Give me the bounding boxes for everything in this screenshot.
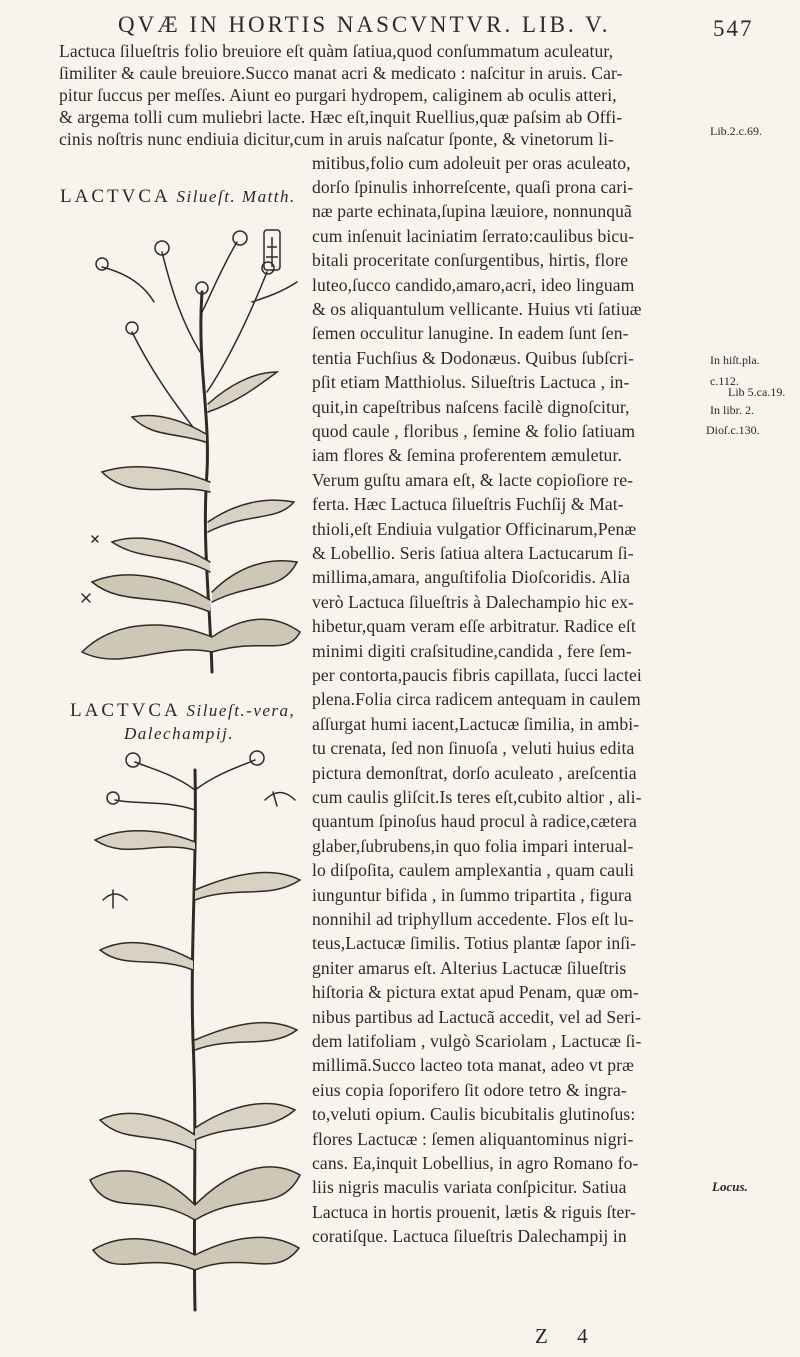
- text-line: Lactuca ſilueſtris folio breuiore eſt quàm ſatiua,quod conſummatum aculeatur,: [59, 41, 614, 61]
- text-line: flores Lactucæ : ſemen aliquantominus nigri-: [312, 1129, 634, 1149]
- text-line: & argema tolli cum muliebri lacte. Hæc eſt,inquit Ruellius,quæ paſsim ab Offi-: [59, 107, 623, 127]
- text-line: ſemen occulitur lanugine. In eadem ſunt ſen-: [312, 323, 629, 343]
- running-head: QVÆ IN HORTIS NASCVNTVR. LIB. V.: [118, 12, 611, 37]
- page-number: 547: [713, 16, 754, 41]
- text-line: nonnihil ad triphyllum accedente. Flos eſt lu-: [312, 909, 634, 929]
- text-line: tu crenata, ſed non ſinuoſa , veluti huius edita: [312, 738, 635, 758]
- text-line: dorſo ſpinulis inhorreſcente, quaſi prona cari-: [312, 177, 634, 197]
- text-line: per contorta,paucis fibris capillata, ſucci lactei: [312, 665, 642, 685]
- marginal-note-4a: In libr. 2.: [710, 403, 754, 417]
- text-line: mitibus,folio cum adoleuit per oras aculeato,: [312, 153, 631, 173]
- text-line: Verum guſtu amara eſt, & lacte copioſiore re-: [312, 470, 634, 490]
- text-line: quit,in capeſtribus naſcens facilè dignoſcitur,: [312, 397, 630, 417]
- text-line: teus,Lactucæ ſimilis. Totius plantæ ſapor inſi-: [312, 933, 637, 953]
- text-line: pſit etiam Matthiolus. Silueſtris Lactuca , in-: [312, 372, 630, 392]
- marginal-note-4b: Dioſ.c.130.: [706, 423, 760, 437]
- text-line: iam flores & ſemina proferentem æmuletur.: [312, 445, 622, 465]
- plate-caption-1: [60, 186, 296, 208]
- woodcut-illustration: [62, 212, 302, 682]
- text-line: tentia Fuchſius & Dodonæus. Quibus ſubſcri-: [312, 348, 634, 368]
- text-line: pitur ſuccus per meſſes. Aiunt eo purgari hydropem, caliginem ab oculis atteri,: [59, 85, 617, 105]
- text-line: quod caule , floribus , ſemine & folio ſatiuam: [312, 421, 636, 441]
- text-line: verò Lactuca ſilueſtris à Dalechampio hic ex-: [312, 592, 635, 612]
- text-line: millimã.Succo lacteo tota manat, adeo vt præ: [312, 1055, 634, 1075]
- text-line: coratiſque. Lactuca ſilueſtris Dalechampij in: [312, 1226, 627, 1246]
- text-line: bitali proceritate conſurgentibus, hirtis, flore: [312, 250, 629, 270]
- text-line: & Lobellio. Seris ſatiua altera Lactucarum ſi-: [312, 543, 634, 563]
- marginal-note-locus: Locus.: [712, 1179, 748, 1194]
- plate-caption-1-rest: Silueſt. Matth.: [176, 187, 296, 206]
- woodcut-lactuca-silvestris-matthioli: [62, 212, 302, 682]
- text-line: næ parte echinata,ſupina læuiore, nonnunquã: [312, 201, 632, 221]
- text-line: luteo,ſucco candido,amaro,acri, ideo linguam: [312, 275, 635, 295]
- signature-mark: Z 4: [535, 1324, 600, 1348]
- marginal-note-2b: c.112.: [710, 374, 739, 388]
- woodcut-lactuca-silvestris-dalechampii: [85, 750, 305, 1320]
- text-line: aſſurgat humi iacent,Lactucæ ſimilia, in ambi-: [312, 714, 640, 734]
- text-line: iunguntur bifida , in ſummo tripartita , figura: [312, 885, 632, 905]
- text-line: to,veluti opium. Caulis bicubitalis glutinoſus:: [312, 1104, 636, 1124]
- text-line: cum inſenuit laciniatim ſerrato:caulibus bicu-: [312, 226, 635, 246]
- text-line: cum caulis gliſcit.Is teres eſt,cubito altior , ali-: [312, 787, 642, 807]
- text-line: millima,amara, anguſtifolia Dioſcoridis. Alia: [312, 567, 631, 587]
- text-line: pictura demonſtrat, dorſo aculeato , areſcentia: [312, 763, 637, 783]
- woodcut-illustration: [85, 750, 305, 1320]
- text-line: nibus partibus ad Lactucã accedit, vel ad Seri-: [312, 1007, 642, 1027]
- text-line: ſimiliter & caule breuiore.Succo manat acri & medicato : naſcitur in aruis. Car-: [59, 63, 623, 83]
- text-line: hiſtoria & pictura extat apud Penam, quæ om-: [312, 982, 639, 1002]
- plate-caption-2-caps: LACTVCA: [70, 700, 181, 721]
- text-line: gniter amarus eſt. Alterius Lactucæ ſilueſtris: [312, 958, 627, 978]
- text-line: cinis noſtris nunc endiuia dicitur,cum in aruis naſcatur ſponte, & vinetorum li-: [59, 129, 615, 149]
- plate-caption-2-line-2: Dalechampij.: [124, 724, 235, 743]
- text-line: liis nigris maculis variata conſpicitur. Satiua: [312, 1177, 627, 1197]
- text-line: ferta. Hæc Lactuca ſilueſtris Fuchſij & Mat-: [312, 494, 624, 514]
- text-line: lo diſpoſita, caulem amplexantia , quam cauli: [312, 860, 635, 880]
- text-line: quantum ſpinoſus haud procul à radice,cætera: [312, 811, 637, 831]
- text-line: eius copia ſoporifero ſit odore tetro & ingra-: [312, 1080, 627, 1100]
- marginal-note-2a: In hiſt.pla.: [710, 353, 760, 367]
- text-line: hibetur,quam veram eſſe arbitratur. Radice eſt: [312, 616, 636, 636]
- text-line: minimi digiti craſsitudine,candida , fere ſem-: [312, 641, 632, 661]
- text-line: cans. Ea,inquit Lobellius, in agro Romano fo-: [312, 1153, 639, 1173]
- plate-caption-2-rest: Silueſt.-vera,: [186, 701, 296, 720]
- marginal-note-1: Lib.2.c.69.: [710, 124, 762, 138]
- marginal-note-3: Lib 5.ca.19.: [728, 385, 786, 399]
- plate-caption-1-caps: LACTVCA: [60, 186, 171, 207]
- text-line: glaber,ſubrubens,in quo folia impari interual-: [312, 836, 634, 856]
- text-line: dem latifoliam , vulgò Scariolam , Lactucæ ſi-: [312, 1031, 642, 1051]
- text-line: Lactuca in hortis prouenit, lætis & riguis ſter-: [312, 1202, 637, 1222]
- text-line: plena.Folia circa radicem antequam in caulem: [312, 689, 641, 709]
- text-line: & os aliquantulum vellicante. Huius vti ſatiuæ: [312, 299, 642, 319]
- plate-caption-2: [70, 700, 295, 722]
- text-line: thioli,eſt Endiuia vulgatior Officinarum,Penæ: [312, 519, 637, 539]
